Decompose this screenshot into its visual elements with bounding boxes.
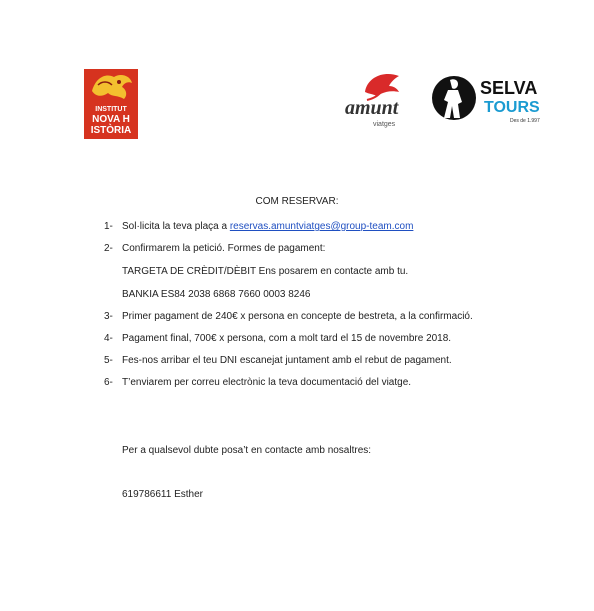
svg-text:SELVA: SELVA [480,78,538,98]
svg-text:amunt: amunt [345,97,399,119]
svg-text:Des de 1.997: Des de 1.997 [510,118,540,124]
svg-text:viatges: viatges [373,121,396,128]
institut-nova-historia-logo [84,69,138,139]
payment-card-note: TARGETA DE CRÈDIT/DÈBIT Ens posarem en contacte amb tu. [122,266,409,277]
step-4-text: Pagament final, 700€ x persona, com a molt tard el 15 de novembre 2018. [122,333,452,344]
amunt-viatges-logo [343,66,413,130]
svg-text:NOVA H: NOVA H [92,114,130,125]
step-1-label: Sol·licita la teva plaça a [122,221,230,232]
selva-tours-logo [432,68,548,130]
step-number: 5- [104,355,113,366]
step-number: 6- [104,377,113,388]
svg-text:INSTITUT: INSTITUT [95,106,127,113]
reservation-email-link[interactable]: reservas.amuntviatges@group-team.com [229,221,414,232]
svg-text:ISTÒRIA: ISTÒRIA [90,125,132,136]
contact-note: Per a qualsevol dubte posa’t en contacte amb nosaltres: [122,445,372,456]
step-number: 4- [104,333,113,344]
contact-phone: 619786611 Esther [122,489,203,500]
step-number: 1- [104,221,113,232]
step-6-text: T’enviarem per correu electrònic la teva documentació del viatge. [122,377,412,388]
step-number: 3- [104,311,113,322]
svg-text:TOURS: TOURS [484,99,540,116]
step-3-text: Primer pagament de 240€ x persona en concepte de bestreta, a la confirmació. [122,311,473,322]
step-2-text: Confirmarem la petició. Formes de pagament: [122,243,326,254]
page-heading: COM RESERVAR: [255,196,339,207]
step-number: 2- [104,243,113,254]
step-1-text [122,221,413,232]
payment-bank-account: BANKIA ES84 2038 6868 7660 0003 8246 [122,289,311,300]
step-5-text: Fes-nos arribar el teu DNI escanejat juntament amb el rebut de pagament. [122,355,452,366]
